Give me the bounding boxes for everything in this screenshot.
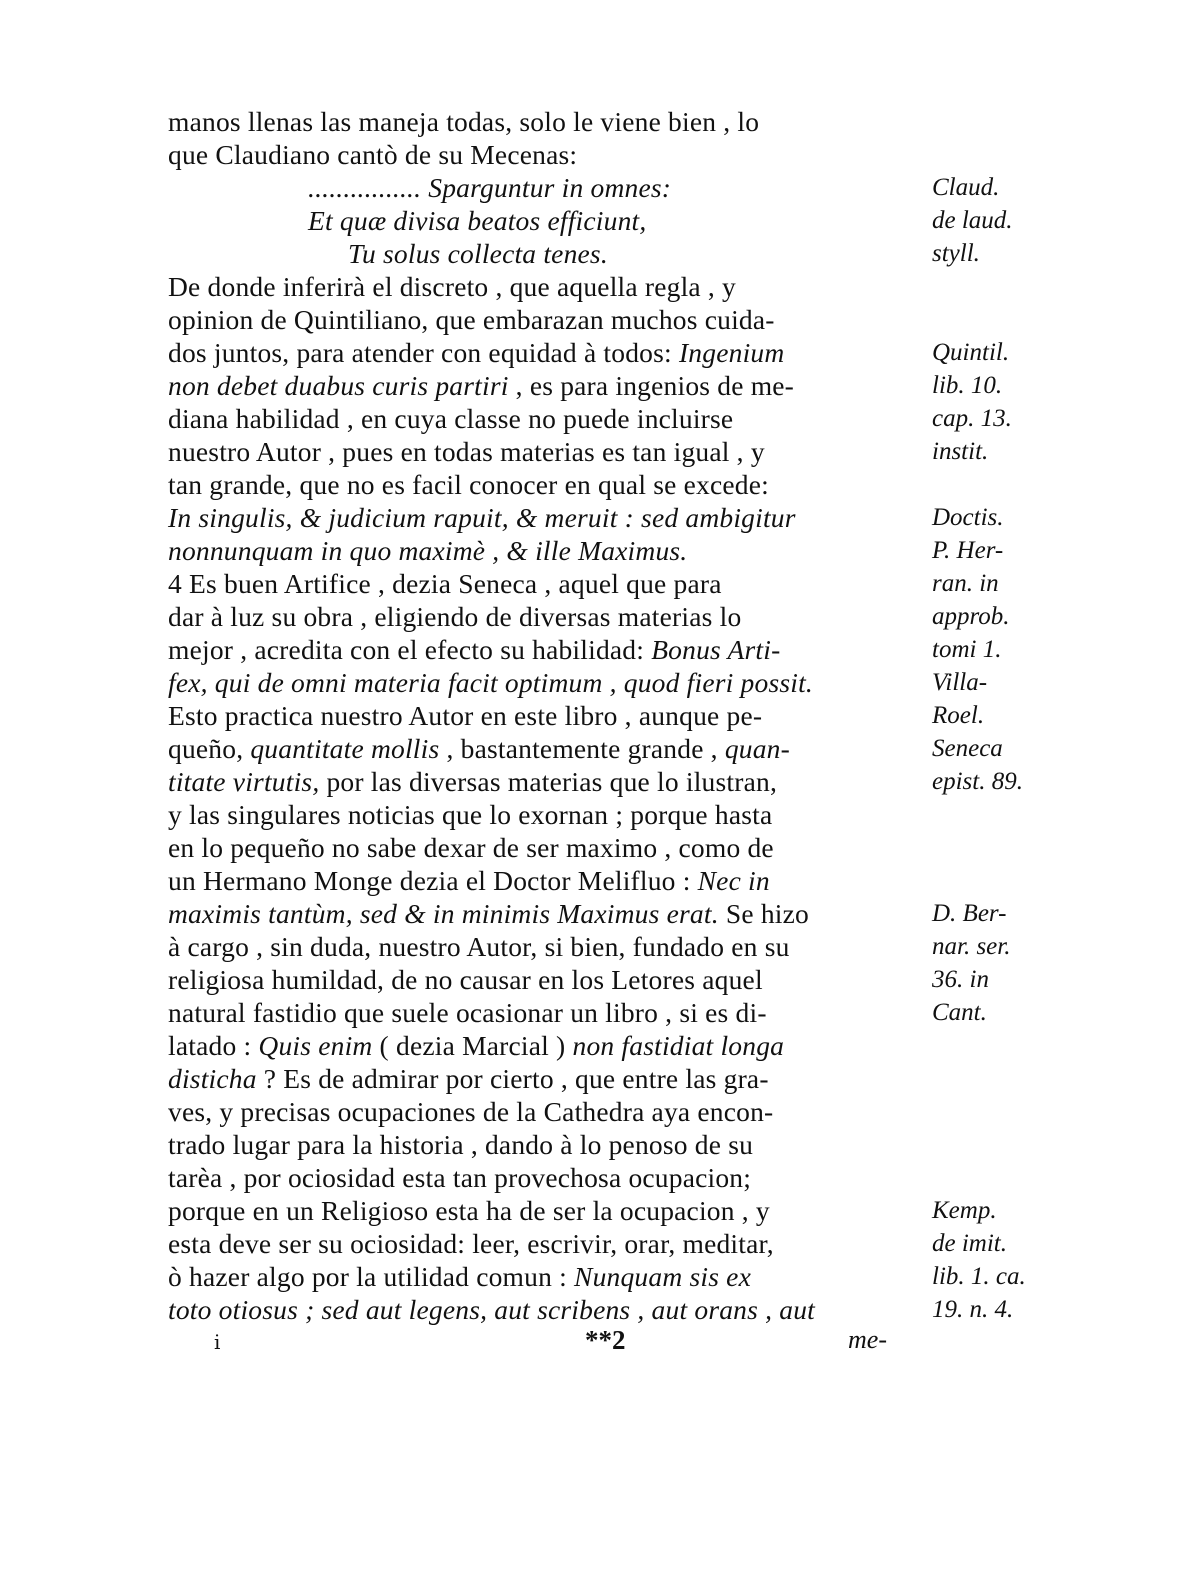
margin-note: D. Ber-	[932, 900, 1007, 927]
text-line	[168, 534, 928, 567]
text-line	[168, 105, 928, 138]
margin-note: styll.	[932, 240, 980, 267]
text-run: ò hazer algo por la utilidad comun :	[168, 1261, 575, 1292]
text-run: religiosa humildad, de no causar en los Letores aquel	[168, 964, 763, 995]
text-run: manos llenas las maneja todas, solo le viene bien , lo	[168, 106, 760, 137]
text-run: 4 Es buen Artifice , dezia Seneca , aquel que para	[168, 568, 722, 599]
text-line	[168, 864, 928, 897]
text-line	[168, 270, 928, 303]
margin-note: P. Her-	[932, 537, 1004, 564]
italic-text-run: toto otiosus ; sed aut legens, aut scribens , aut orans , aut	[168, 1294, 815, 1325]
margin-note: Quintil.	[932, 339, 1010, 366]
italic-text-run: fex, qui de omni materia facit optimum , quod fieri possit.	[168, 667, 814, 698]
italic-text-run: quantitate mollis	[250, 733, 440, 764]
text-line	[168, 336, 928, 369]
text-run: dos juntos, para atender con equidad à todos:	[168, 337, 679, 368]
margin-note: de imit.	[932, 1230, 1007, 1257]
text-line	[168, 402, 928, 435]
italic-text-run: quan-	[724, 733, 790, 764]
text-run: en lo pequeño no sabe dexar de ser maximo , como de	[168, 832, 774, 863]
text-line	[168, 1194, 928, 1227]
text-run: , es para ingenios de me-	[508, 370, 795, 401]
text-run: por las diversas materias que lo ilustran,	[319, 766, 778, 797]
italic-text-run: Nec in	[697, 865, 770, 896]
italic-text-run: nonnunquam in quo maximè , & ille Maximus.	[168, 535, 688, 566]
margin-note: cap. 13.	[932, 405, 1012, 432]
italic-text-run: non debet duabus curis partiri	[168, 370, 509, 401]
margin-note: de laud.	[932, 207, 1013, 234]
text-line	[168, 369, 928, 402]
text-run: que Claudiano cantò de su Mecenas:	[168, 139, 578, 170]
text-line	[168, 303, 928, 336]
text-line	[168, 1161, 928, 1194]
italic-text-run: Ingenium	[678, 337, 785, 368]
text-run: y las singulares noticias que lo exornan ; porque hasta	[168, 799, 773, 830]
text-line	[168, 963, 928, 996]
margin-note: Seneca	[932, 735, 1003, 762]
text-line	[168, 1095, 928, 1128]
text-line	[168, 1128, 928, 1161]
text-run: esta deve ser su ociosidad: leer, escrivir, orar, meditar,	[168, 1228, 774, 1259]
margin-note: instit.	[932, 438, 989, 465]
margin-note: lib. 10.	[932, 372, 1003, 399]
text-line	[168, 897, 928, 930]
text-line	[168, 1227, 928, 1260]
text-line	[168, 138, 928, 171]
margin-note: Doctis.	[932, 504, 1004, 531]
margin-note: 19. n. 4.	[932, 1296, 1014, 1323]
italic-text-run: Et quæ divisa beatos efficiunt,	[308, 205, 647, 236]
text-line	[168, 699, 928, 732]
text-line	[168, 732, 928, 765]
text-line	[168, 1260, 928, 1293]
text-run: mejor , acredita con el efecto su habilidad:	[168, 634, 652, 665]
text-line	[168, 435, 928, 468]
text-line	[168, 171, 928, 204]
text-run: dar à luz su obra , eligiendo de diversas materias lo	[168, 601, 742, 632]
text-run: à cargo , sin duda, nuestro Autor, si bien, fundado en su	[168, 931, 790, 962]
margin-note: 36. in	[932, 966, 989, 993]
text-run: opinion de Quintiliano, que embarazan muchos cuida-	[168, 304, 775, 335]
italic-text-run: ................ Sparguntur in omnes:	[308, 172, 672, 203]
text-run: porque en un Religioso esta ha de ser la ocupacion , y	[168, 1195, 770, 1226]
text-line	[168, 600, 928, 633]
italic-text-run: titate virtutis,	[168, 766, 320, 797]
text-run: Se hizo	[718, 898, 809, 929]
margin-note: Claud.	[932, 174, 1000, 201]
margin-note: lib. 1. ca.	[932, 1263, 1026, 1290]
text-line	[168, 1062, 928, 1095]
text-run: trado lugar para la historia , dando à lo penoso de su	[168, 1129, 754, 1160]
text-line	[168, 468, 928, 501]
text-line	[168, 996, 928, 1029]
text-line	[168, 831, 928, 864]
text-run: tan grande, que no es facil conocer en qual se excede:	[168, 469, 770, 500]
main-text-column	[168, 105, 928, 1326]
text-run: Esto practica nuestro Autor en este libro , aunque pe-	[168, 700, 763, 731]
text-run: latado :	[168, 1030, 259, 1061]
text-line	[168, 1293, 928, 1326]
italic-text-run: Nunquam sis ex	[574, 1261, 751, 1292]
text-line	[168, 567, 928, 600]
italic-text-run: Bonus Arti-	[651, 634, 781, 665]
italic-text-run: disticha	[168, 1063, 257, 1094]
catchword: me-	[848, 1325, 887, 1354]
signature-mark: **2	[585, 1325, 626, 1355]
text-run: ves, y precisas ocupaciones de la Cathedra aya encon-	[168, 1096, 774, 1127]
margin-note: tomi 1.	[932, 636, 1002, 663]
text-line	[168, 798, 928, 831]
italic-text-run: maximis tantùm, sed & in minimis Maximus erat.	[168, 898, 719, 929]
text-run: diana habilidad , en cuya classe no puede incluirse	[168, 403, 734, 434]
margin-note: Roel.	[932, 702, 985, 729]
margin-note: nar. ser.	[932, 933, 1011, 960]
text-line	[168, 237, 928, 270]
italic-text-run: Quis enim	[258, 1030, 373, 1061]
text-line	[168, 930, 928, 963]
margin-note: ran. in	[932, 570, 999, 597]
text-run: un Hermano Monge dezia el Doctor Melifluo :	[168, 865, 698, 896]
text-run: queño,	[168, 733, 251, 764]
text-run: natural fastidio que suele ocasionar un libro , si es di-	[168, 997, 767, 1028]
text-line	[168, 204, 928, 237]
italic-text-run: non fastidiat longa	[572, 1030, 785, 1061]
text-run: De donde inferirà el discreto , que aquella regla , y	[168, 271, 736, 302]
margin-note: Villa-	[932, 669, 988, 696]
text-line	[168, 501, 928, 534]
text-line	[168, 666, 928, 699]
text-line	[168, 1029, 928, 1062]
margin-note: Cant.	[932, 999, 987, 1026]
page-mark: i	[214, 1330, 221, 1354]
text-run: tarèa , por ociosidad esta tan provechosa ocupacion;	[168, 1162, 752, 1193]
margin-note: epist. 89.	[932, 768, 1023, 795]
text-run: nuestro Autor , pues en todas materias es tan igual , y	[168, 436, 765, 467]
text-run: , bastantemente grande ,	[439, 733, 725, 764]
italic-text-run: Tu solus collecta tenes.	[348, 238, 608, 269]
text-run: ( dezia Marcial )	[372, 1030, 573, 1061]
margin-note: Kemp.	[932, 1197, 997, 1224]
margin-note: approb.	[932, 603, 1010, 630]
text-line	[168, 765, 928, 798]
text-line	[168, 633, 928, 666]
text-run: ? Es de admirar por cierto , que entre las gra-	[256, 1063, 769, 1094]
italic-text-run: In singulis, & judicium rapuit, & meruit : sed ambigitur	[168, 502, 796, 533]
